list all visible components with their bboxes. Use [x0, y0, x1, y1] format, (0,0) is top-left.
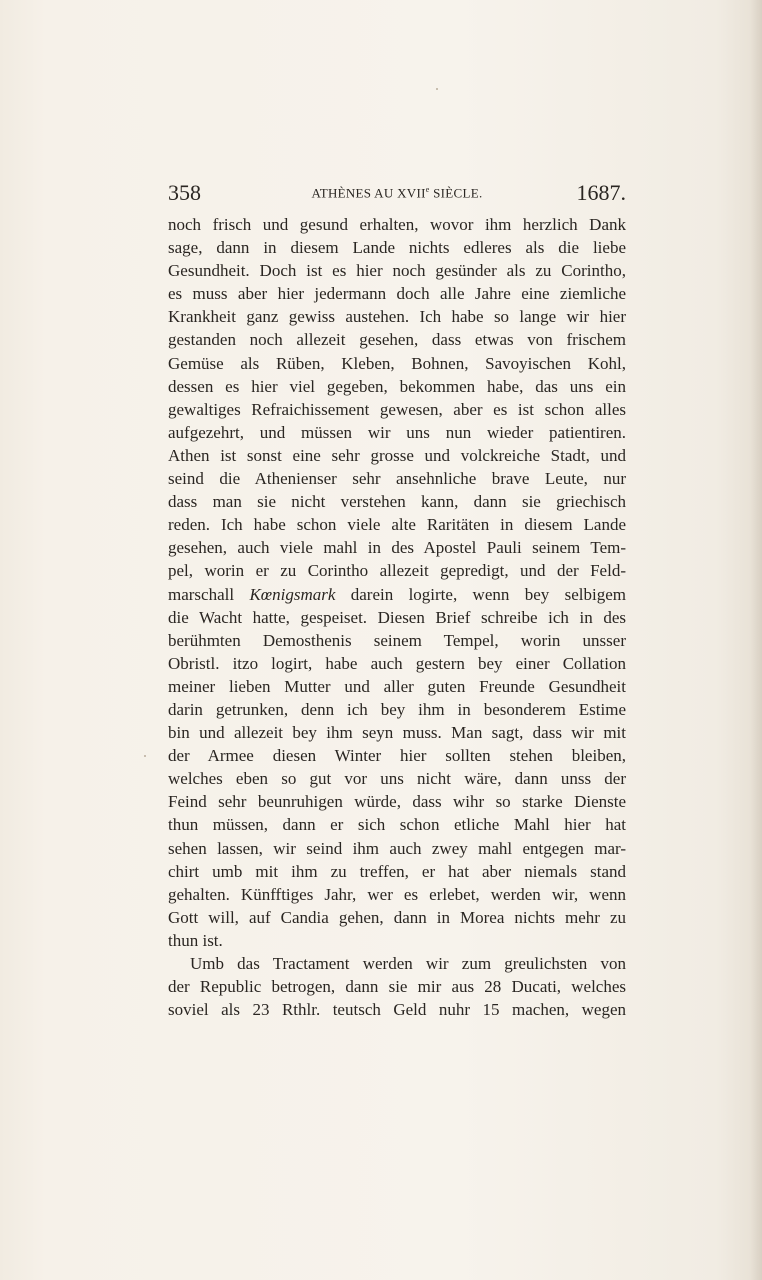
text-line: noch frisch und gesund erhalten, wovor ihm herzlich Dank	[168, 215, 626, 234]
paper-speck	[144, 755, 146, 757]
text-line: Athen ist sonst eine sehr grosse und volckreiche Stadt, und	[168, 445, 626, 465]
text-line: gestanden noch allezeit gesehen, dass etwas von frischem	[168, 330, 626, 350]
text-line: meiner lieben Mutter und aller guten Freunde Gesundheit	[168, 676, 626, 696]
header-year: 1687.	[576, 180, 626, 205]
text-line: welches eben so gut vor uns nicht wäre, dann unss der	[168, 769, 626, 789]
text-line: gesehen, auch viele mahl in des Apostel Pauli seinem Tem-	[168, 538, 626, 558]
text-line: seind die Athenienser sehr ansehnliche brave Leute, nur	[168, 469, 626, 489]
text-line-paragraph-start: Umb das Tractament werden wir zum greulichsten von	[190, 954, 626, 973]
text-line: es muss aber hier jedermann doch alle Jahre eine ziemliche	[168, 284, 626, 304]
text-line: pel, worin er zu Corintho allezeit gepredigt, und der Feld-	[168, 561, 626, 581]
text-line: sehen lassen, wir seind ihm auch zwey mahl entgegen mar-	[168, 838, 626, 858]
text-line: Feind sehr beunruhigen würde, dass wihr so starke Dienste	[168, 792, 626, 812]
text-line: der Armee diesen Winter hier sollten stehen bleiben,	[168, 746, 626, 766]
text-line-paragraph-end: thun ist.	[168, 930, 223, 950]
text-line: die Wacht hatte, gespeiset. Diesen Brief schreibe ich in des	[168, 607, 626, 627]
text-line: Obristl. itzo logirt, habe auch gestern bey einer Collation	[168, 653, 626, 673]
text-line: berühmten Demosthenis seinem Tempel, worin unsser	[168, 630, 626, 650]
text-line: aufgezehrt, und müssen wir uns nun wieder patientiren.	[168, 422, 626, 442]
text-line: dass man sie nicht verstehen kann, dann sie griechisch	[168, 492, 626, 512]
text-line: darin getrunken, denn ich bey ihm in besonderem Estime	[168, 699, 626, 719]
text-line: Gesundheit. Doch ist es hier noch gesünder als zu Corintho,	[168, 261, 626, 281]
text-line: bin und allezeit bey ihm seyn muss. Man sagt, dass wir mit	[168, 723, 626, 743]
text-line: Krankheit ganz gewiss austehen. Ich habe so lange wir hier	[168, 307, 626, 327]
text-line: gewaltiges Refraichissement gewesen, aber es ist schon alles	[168, 399, 626, 419]
text-line-italic-name: marschall Kœnigsmark darein logirte, wenn bey selbigem	[168, 584, 626, 604]
running-header	[168, 180, 626, 208]
text-line: der Republic betrogen, dann sie mir aus 28 Ducati, welches	[168, 977, 626, 997]
text-line: thun müssen, dann er sich schon etliche Mahl hier hat	[168, 815, 626, 835]
body-text	[168, 213, 626, 1021]
text-line: Gemüse als Rüben, Kleben, Bohnen, Savoyischen Kohl,	[168, 353, 626, 373]
text-line: soviel als 23 Rthlr. teutsch Geld nuhr 15 machen, wegen	[168, 1000, 626, 1020]
text-line: Gott will, auf Candia gehen, dann in Morea nichts mehr zu	[168, 907, 626, 927]
page-edge-shadow	[750, 0, 762, 1280]
paper-speck	[436, 88, 438, 90]
page-number: 358	[168, 180, 201, 205]
text-line: chirt umb mit ihm zu treffen, er hat aber niemals stand	[168, 861, 626, 881]
running-title: ATHÈNES AU XVIIe SIÈCLE.	[311, 185, 483, 201]
text-line: dessen es hier viel gegeben, bekommen habe, das uns ein	[168, 376, 626, 396]
italic-name: Kœnigsmark	[249, 584, 336, 604]
text-line: gehalten. Künfftiges Jahr, wer es erlebet, werden wir, wenn	[168, 884, 626, 904]
text-line: reden. Ich habe schon viele alte Raritäten in diesem Lande	[168, 515, 626, 535]
text-line: sage, dann in diesem Lande nichts edleres als die liebe	[168, 238, 626, 258]
